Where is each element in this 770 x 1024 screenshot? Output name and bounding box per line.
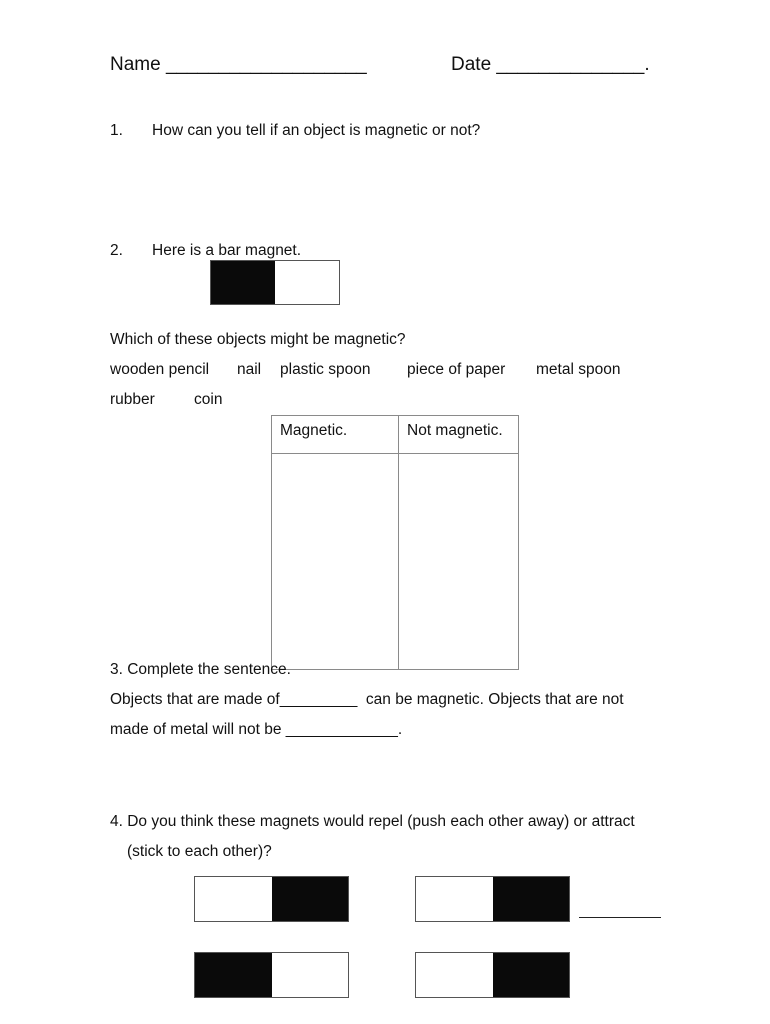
object-metal-spoon: metal spoon [536,361,621,378]
bar-magnet-image [210,260,340,305]
question-2-number: 2. [110,242,123,259]
magnet-pair-2-right [415,952,570,998]
magnet-dark-pole [493,877,570,921]
table-cell-not-magnetic-answers[interactable] [399,454,518,669]
object-wooden-pencil: wooden pencil [110,361,210,378]
table-header-not-magnetic: Not magnetic. [407,422,503,439]
name-field-label: Name ___________________ [110,54,367,75]
magnet-light-pole [416,877,493,921]
magnet-dark-pole [195,953,272,997]
magnet-dark-pole [493,953,570,997]
object-nail: nail [237,361,262,378]
question-4-text-line-2: (stick to each other)? [127,843,272,860]
object-rubber: rubber [110,391,155,408]
question-3-sentence-line-2: made of metal will not be _____________. [110,721,403,738]
object-plastic-spoon: plastic spoon [280,361,371,378]
magnet-dark-pole [272,877,349,921]
magnet-light-pole [275,261,339,304]
magnet-light-pole [195,877,272,921]
date-field-label: Date ______________. [451,54,650,75]
magnet-pair-2-left [194,952,349,998]
answer-blank-line[interactable] [579,917,661,918]
question-4-text-line-1: 4. Do you think these magnets would repel (push each other away) or attract [110,813,635,830]
magnet-pair-1-left [194,876,349,922]
question-1-number: 1. [110,122,123,139]
table-header-magnetic: Magnetic. [280,422,348,439]
sorting-table [271,415,519,670]
question-3-title: 3. Complete the sentence. [110,661,291,678]
object-coin: coin [194,391,223,408]
magnet-light-pole [416,953,493,997]
magnet-light-pole [272,953,349,997]
question-2-text: Here is a bar magnet. [152,242,302,259]
object-piece-of-paper: piece of paper [407,361,506,378]
magnet-dark-pole [211,261,275,304]
magnet-pair-1-right [415,876,570,922]
question-2-prompt: Which of these objects might be magnetic? [110,331,406,348]
question-3-sentence-line-1: Objects that are made of_________ can be magnetic. Objects that are not [110,691,624,708]
table-cell-magnetic-answers[interactable] [272,454,398,669]
question-1-text: How can you tell if an object is magnetic or not? [152,122,481,139]
